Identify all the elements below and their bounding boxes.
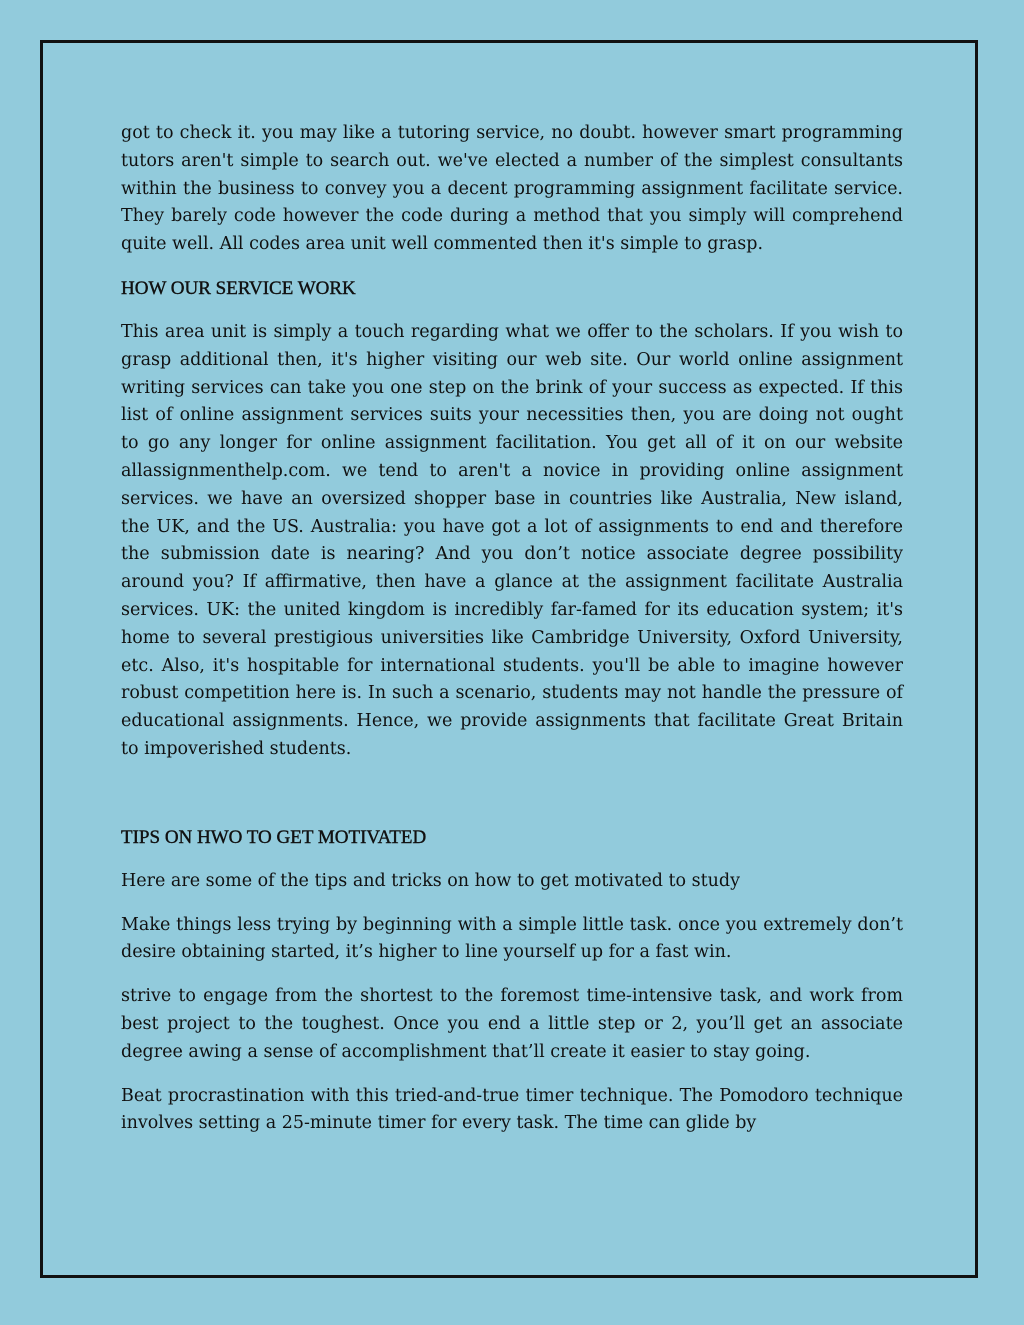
heading-tips-motivated: TIPS ON HWO TO GET MOTIVATED xyxy=(121,826,427,848)
paragraph-intro: got to check it. you may like a tutoring service, no doubt. however smart programming tutors aren't simple to search out. we've elected a number of the simplest consultants within the business to convey you a decent programming assignment facilitate service. They barely code however the code during a method that you simply will comprehend quite well. All codes area unit well commented then it's simple to grasp. xyxy=(121,123,903,255)
paragraph-tips-intro: Here are some of the tips and tricks on how to get motivated to study xyxy=(121,870,740,891)
document-body xyxy=(121,120,903,1154)
section-spacer xyxy=(121,780,903,824)
paragraph-tip-pomodoro: Beat procrastination with this tried-and-true timer technique. The Pomodoro technique involves setting a 25-minute timer for every task. The time can glide by xyxy=(121,1085,903,1134)
paragraph-tip-simple-task: Make things less trying by beginning with a simple little task. once you extremely don’t desire obtaining started, it’s higher to line yourself up for a fast win. xyxy=(121,914,903,963)
paragraph-tip-shortest-task: strive to engage from the shortest to the foremost time-intensive task, and work from best project to the toughest. Once you end a little step or 2, you’ll get an associate degree awing a sense of accomplishment that’ll create it easier to stay going. xyxy=(121,986,903,1062)
paragraph-service-description: This area unit is simply a touch regarding what we offer to the scholars. If you wish to grasp additional then, it's higher visiting our web site. Our world online assignment writing services can take you one step on the brink of your success as expected. If this list of online assignment services suits your necessities then, you are doing not ought to go any longer for online assignment facilitation. You get all of it on our website allassignmenthelp.com. we tend to aren't a novice in providing online assignment services. we have an oversized shopper base in countries like Australia, New island, the UK, and the US. Australia: you have got a lot of assignments to end and therefore the submission date is nearing? And you don’t notice associate degree possibility around you? If affirmative, then have a glance at the assignment facilitate Australia services. UK: the united kingdom is incredibly far-famed for its education system; it's home to several prestigious universities like Cambridge University, Oxford University, etc. Also, it's hospitable for international students. you'll be able to imagine however robust competition here is. In such a scenario, students may not handle the pressure of educational assignments. Hence, we provide assignments that facilitate Great Britain to impoverished students. xyxy=(121,321,903,759)
heading-how-our-service-work: HOW OUR SERVICE WORK xyxy=(121,277,356,299)
